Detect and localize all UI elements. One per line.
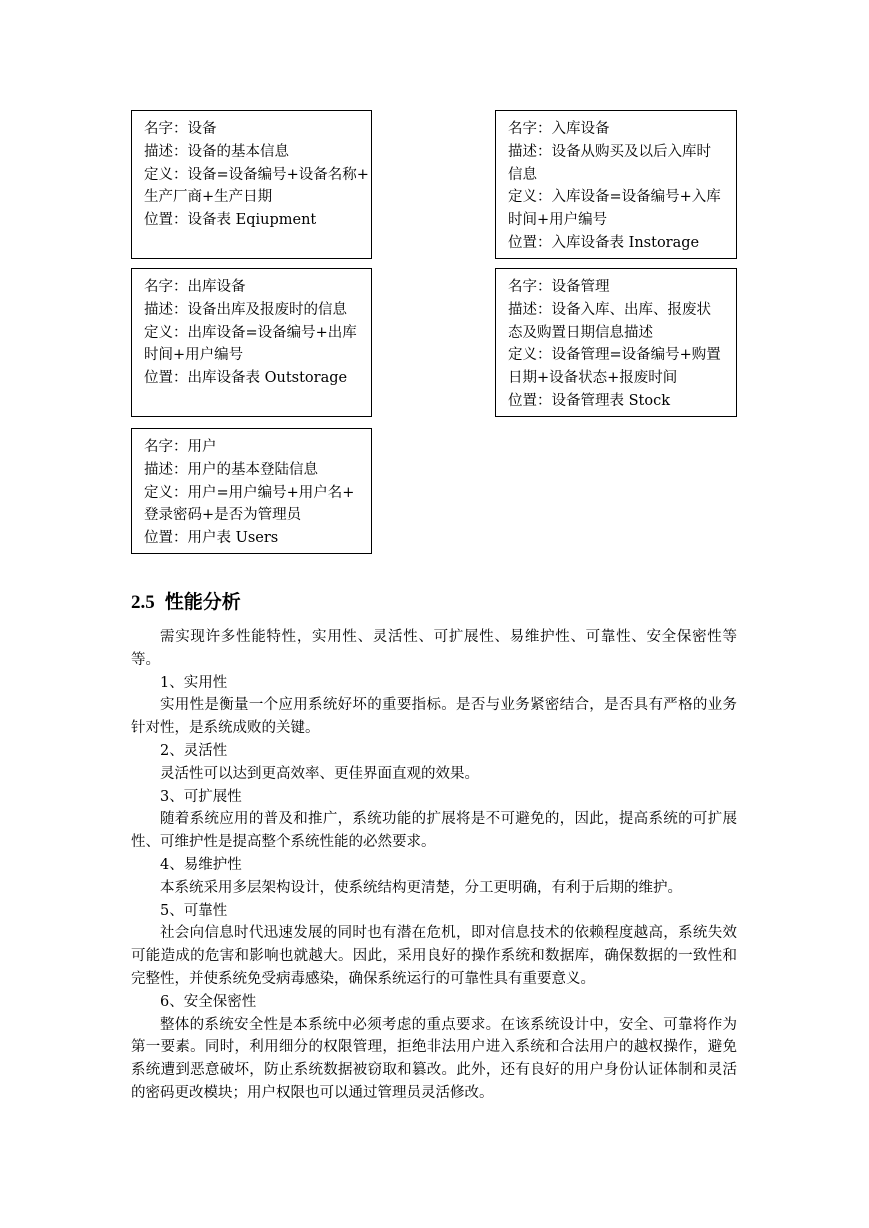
section-body [131, 626, 737, 1105]
box-line-definition: 定义：设备=设备编号+设备名称+ [144, 166, 369, 183]
box-line-description-cont: 信息 [508, 166, 537, 183]
box-line-definition: 定义：入库设备=设备编号+入库 [508, 189, 721, 206]
box-line-definition-cont: 日期+设备状态+报废时间 [508, 370, 678, 387]
paragraph-practicality: 实用性是衡量一个应用系统好坏的重要指标。是否与业务紧密结合，是否具有严格的业务针对性，是系统成败的关键。 [131, 697, 737, 737]
item-heading-reliability: 5、可靠性 [160, 902, 228, 919]
box-line-location: 位置：出库设备表 Outstorage [144, 370, 348, 387]
paragraph-flexibility: 灵活性可以达到更高效率、更佳界面直观的效果。 [160, 765, 479, 782]
box-line-location: 位置：用户表 Users [144, 530, 279, 547]
box-line-name: 名字：用户 [144, 439, 217, 455]
paragraph-security: 整体的系统安全性是本系统中必须考虑的重点要求。在该系统设计中，安全、可靠将作为第一要素。同时，利用细分的权限管理，拒绝非法用户进入系统和合法用户的越权操作，避免系统遭到恶意破坏，防止系统数据被窃取和篡改。此外，还有良好的用户身份认证体制和灵活的密码更改模块；用户权限也可以通过管理员灵活修改。 [131, 1016, 737, 1101]
box-line-definition-cont: 时间+用户编号 [144, 347, 244, 364]
box-line-name: 名字：设备 [144, 121, 217, 137]
paragraph-maintainability: 本系统采用多层架构设计，使系统结构更清楚，分工更明确，有利于后期的维护。 [160, 879, 682, 896]
box-line-definition-cont: 生产厂商+生产日期 [144, 189, 273, 206]
data-dictionary-box-outstorage [131, 268, 372, 417]
section-title: 性能分析 [164, 591, 241, 613]
data-dictionary-box-users [131, 428, 372, 554]
item-heading-maintainability: 4、易维护性 [160, 856, 242, 873]
box-line-location: 位置：设备管理表 Stock [508, 392, 671, 409]
box-line-definition-cont: 时间+用户编号 [508, 212, 608, 229]
box-line-definition: 定义：用户=用户编号+用户名+ [144, 484, 355, 501]
item-heading-extensibility: 3、可扩展性 [160, 788, 242, 805]
item-heading-flexibility: 2、灵活性 [160, 742, 228, 759]
paragraph-reliability: 社会向信息时代迅速发展的同时也有潜在危机，即对信息技术的依赖程度越高，系统失效可能造成的危害和影响也就越大。因此，采用良好的操作系统和数据库，确保数据的一致性和完整性，并使系统免受病毒感染，确保系统运行的可靠性具有重要意义。 [131, 925, 737, 987]
box-line-description: 描述：用户的基本登陆信息 [144, 461, 318, 478]
box-line-location: 位置：设备表 Eqiupment [144, 212, 317, 229]
box-line-description: 描述：设备入库、出库、报废状 [508, 301, 711, 318]
item-heading-practicality: 1、实用性 [160, 674, 228, 691]
box-line-location: 位置：入库设备表 Instorage [508, 234, 700, 251]
box-line-name: 名字：出库设备 [144, 279, 246, 295]
data-dictionary-box-equipment [131, 110, 372, 259]
box-line-description: 描述：设备出库及报废时的信息 [144, 301, 347, 318]
box-line-definition: 定义：出库设备=设备编号+出库 [144, 324, 357, 341]
item-heading-security: 6、安全保密性 [160, 993, 257, 1010]
box-line-definition: 定义：设备管理=设备编号+购置 [508, 347, 721, 364]
box-line-name: 名字：设备管理 [508, 279, 610, 295]
box-line-description: 描述：设备的基本信息 [144, 143, 289, 160]
box-line-name: 名字：入库设备 [508, 121, 610, 137]
box-line-description-cont: 态及购置日期信息描述 [508, 324, 653, 341]
intro-paragraph: 需实现许多性能特性，实用性、灵活性、可扩展性、易维护性、可靠性、安全保密性等等。 [131, 629, 737, 668]
section-heading [131, 587, 241, 614]
box-line-description: 描述：设备从购买及以后入库时 [508, 143, 711, 160]
data-dictionary-box-stock [495, 268, 737, 417]
data-dictionary-box-instorage [495, 110, 737, 259]
paragraph-extensibility: 随着系统应用的普及和推广，系统功能的扩展将是不可避免的，因此，提高系统的可扩展性、可维护性是提高整个系统性能的必然要求。 [131, 811, 737, 851]
section-number: 2.5 [131, 592, 155, 613]
box-line-definition-cont: 登录密码+是否为管理员 [144, 507, 302, 524]
